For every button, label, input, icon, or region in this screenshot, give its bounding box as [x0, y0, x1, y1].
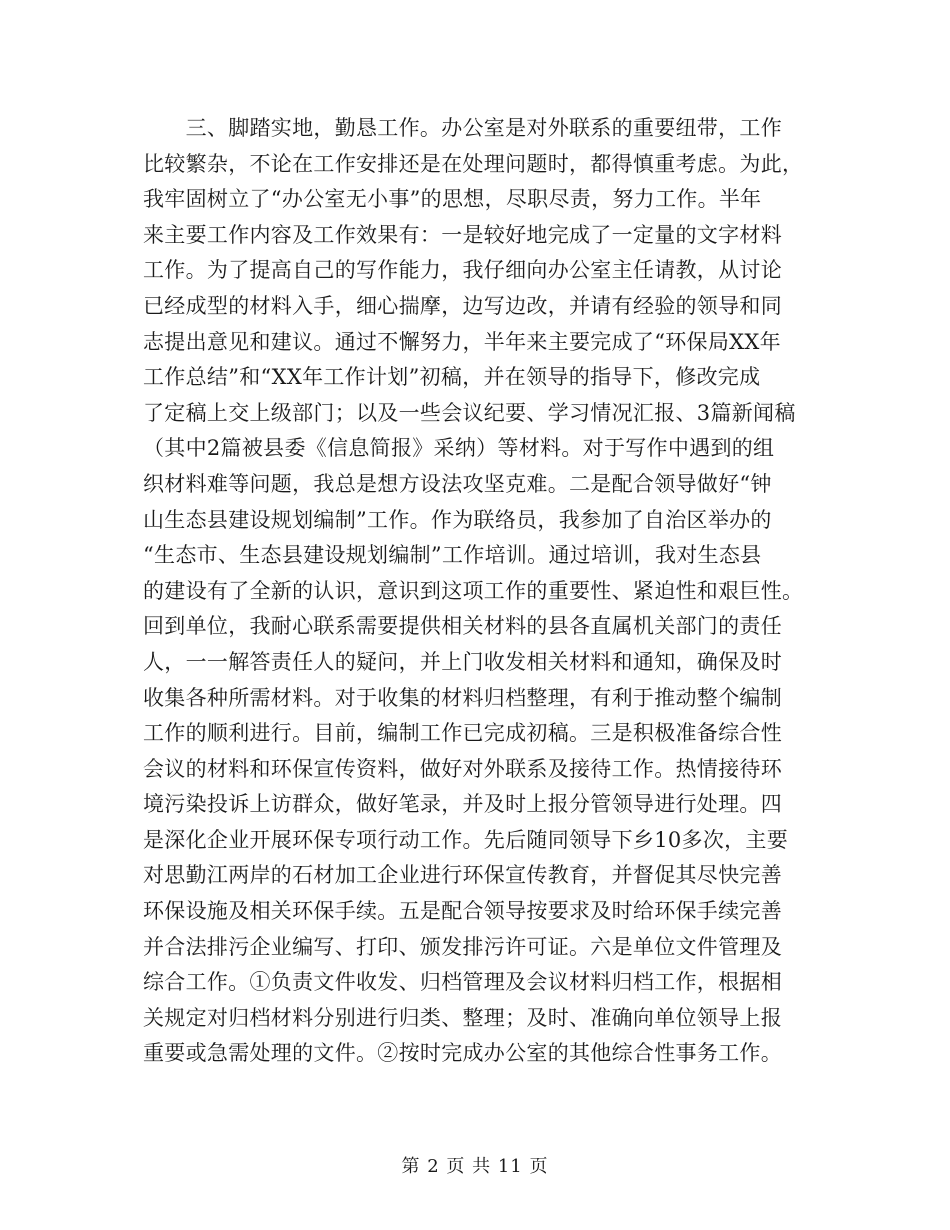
- text-line: 会议的材料和环保宣传资料，做好对外联系及接待工作。热情接待环: [143, 756, 782, 781]
- body-paragraph: [143, 111, 803, 1072]
- text-line: 已经成型的材料入手，细心揣摩，边写边改，并请有经验的领导和同: [143, 293, 782, 318]
- text-line: 的建设有了全新的认识，意识到这项工作的重要性、紧迫性和艰巨性。: [143, 578, 804, 603]
- text-line: 是深化企业开展环保专项行动工作。先后随同领导下乡10多次，主要: [143, 827, 789, 852]
- text-line: 志提出意见和建议。通过不懈努力，半年来主要完成了“环保局XX年: [143, 329, 781, 354]
- text-line: 我牢固树立了“办公室无小事”的思想，尽职尽责，努力工作。半年: [143, 187, 762, 212]
- text-line: 工作。为了提高自己的写作能力，我仔细向办公室主任请教，从讨论: [143, 258, 782, 283]
- text-line: 重要或急需处理的文件。②按时完成办公室的其他综合性事务工作。: [143, 1041, 782, 1066]
- text-line: 对思勤江两岸的石材加工企业进行环保宣传教育，并督促其尽快完善: [143, 863, 782, 888]
- page-number-footer: 第 2 页 共 11 页: [401, 1156, 549, 1177]
- text-line: 工作的顺利进行。目前，编制工作已完成初稿。三是积极准备综合性: [143, 721, 782, 746]
- text-line: 三、脚踏实地，勤恳工作。办公室是对外联系的重要纽带，工作: [143, 116, 782, 140]
- text-line: 收集各种所需材料。对于收集的材料归档整理，有利于推动整个编制: [143, 685, 782, 710]
- text-line: “生态市、生态县建设规划编制”工作培训。通过培训，我对生态县: [143, 543, 762, 568]
- text-line: 并合法排污企业编写、打印、颁发排污许可证。六是单位文件管理及: [143, 934, 782, 959]
- text-line: 人，一一解答责任人的疑问，并上门收发相关材料和通知，确保及时: [143, 649, 782, 674]
- text-line: 来主要工作内容及工作效果有：一是较好地完成了一定量的文字材料: [143, 222, 782, 247]
- text-line: 关规定对归档材料分别进行归类、整理；及时、准确向单位领导上报: [143, 1005, 782, 1030]
- text-line: 织材料难等问题，我总是想方设法攻坚克难。二是配合领导做好“钟: [143, 471, 772, 496]
- text-line: 境污染投诉上访群众，做好笔录，并及时上报分管领导进行处理。四: [143, 792, 782, 817]
- text-line: 山生态县建设规划编制”工作。作为联络员，我参加了自治区举办的: [143, 507, 772, 532]
- text-line: 比较繁杂，不论在工作安排还是在处理问题时，都得慎重考虑。为此，: [143, 151, 804, 176]
- text-line: 综合工作。①负责文件收发、归档管理及会议材料归档工作，根据相: [143, 970, 782, 995]
- text-line: 工作总结”和“XX年工作计划”初稿，并在领导的指导下，修改完成: [143, 365, 761, 390]
- text-line: 了定稿上交上级部门；以及一些会议纪要、学习情况汇报、3篇新闻稿: [143, 400, 796, 425]
- text-line: 回到单位，我耐心联系需要提供相关材料的县各直属机关部门的责任: [143, 614, 782, 639]
- text-line: （其中2篇被县委《信息简报》采纳）等材料。对于写作中遇到的组: [143, 436, 775, 461]
- text-line: 环保设施及相关环保手续。五是配合领导按要求及时给环保手续完善: [143, 899, 782, 924]
